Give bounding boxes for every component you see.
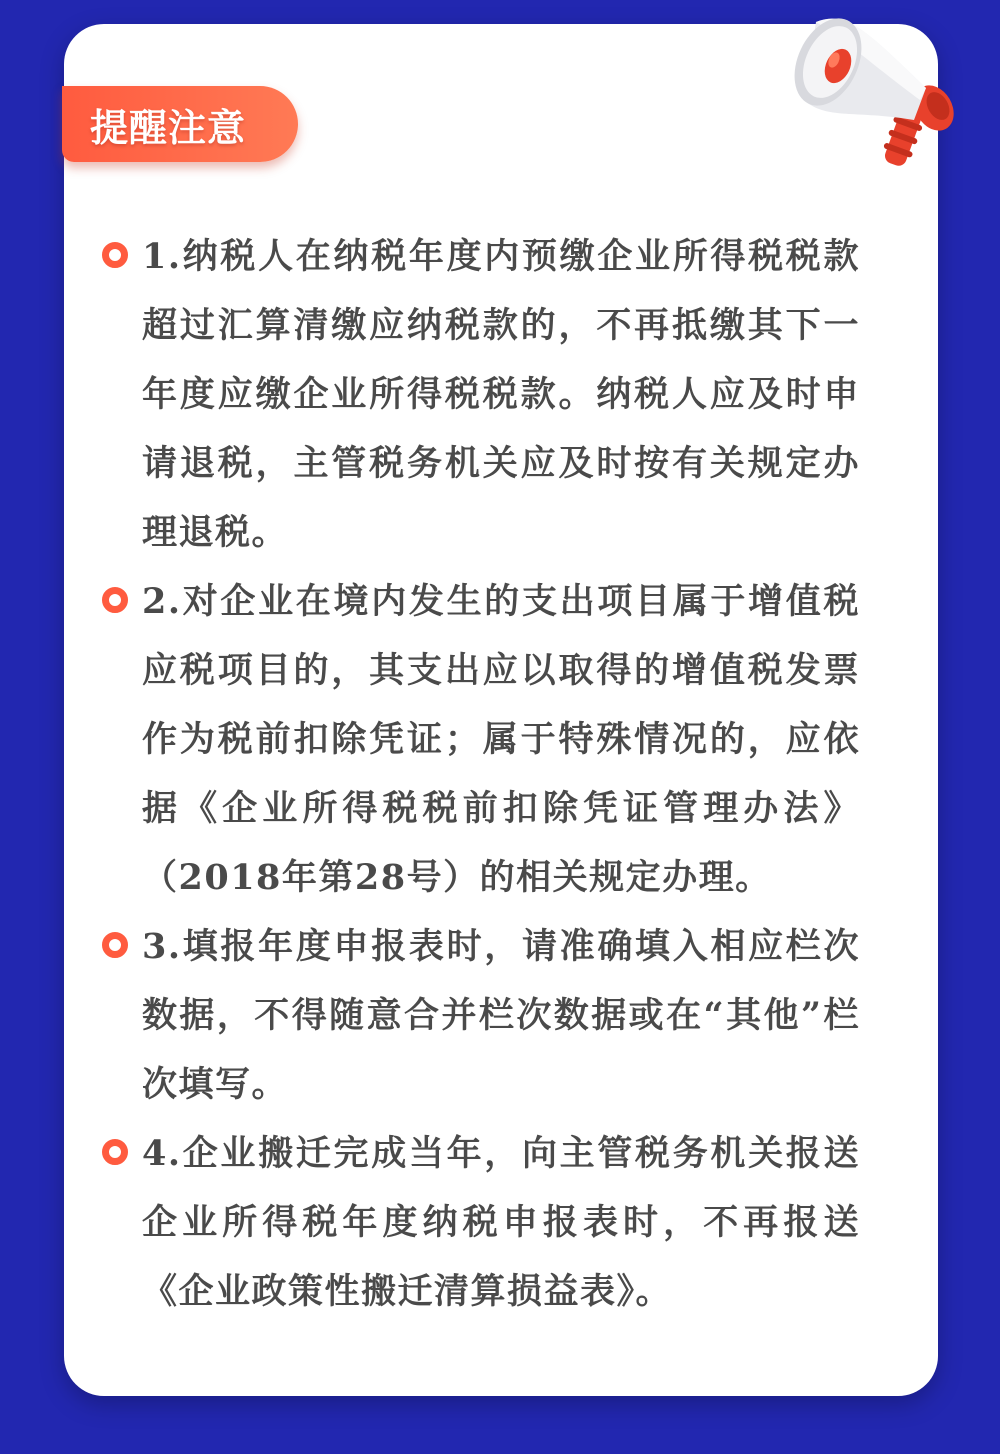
list-item (100, 1119, 860, 1326)
list-item-text: 2.对企业在境内发生的支出项目属于增值税应税项目的，其支出应以取得的增值税发票作为税前扣除凭证；属于特殊情况的，应依据《企业所得税税前扣除凭证管理办法》（2018年第28号）的相关规定办理。 (142, 581, 860, 898)
notice-tag-label: 提醒注意 (90, 105, 247, 150)
ring-bullet-icon (102, 242, 128, 268)
list-item (100, 222, 860, 567)
list-item-text: 3.填报年度申报表时，请准确填入相应栏次数据，不得随意合并栏次数据或在“其他”栏次填写。 (142, 926, 860, 1105)
notice-tag (62, 86, 298, 162)
megaphone-icon (786, 0, 966, 180)
ring-bullet-icon (102, 587, 128, 613)
list-item (100, 912, 860, 1119)
ring-bullet-icon (102, 1139, 128, 1165)
notice-list (100, 222, 860, 1326)
list-item (100, 567, 860, 912)
list-item-text: 1.纳税人在纳税年度内预缴企业所得税税款超过汇算清缴应纳税款的，不再抵缴其下一年度应缴企业所得税税款。纳税人应及时申请退税，主管税务机关应及时按有关规定办理退税。 (142, 236, 860, 553)
list-item-text: 4.企业搬迁完成当年，向主管税务机关报送企业所得税年度纳税申报表时，不再报送《企业政策性搬迁清算损益表》。 (142, 1133, 860, 1312)
ring-bullet-icon (102, 932, 128, 958)
